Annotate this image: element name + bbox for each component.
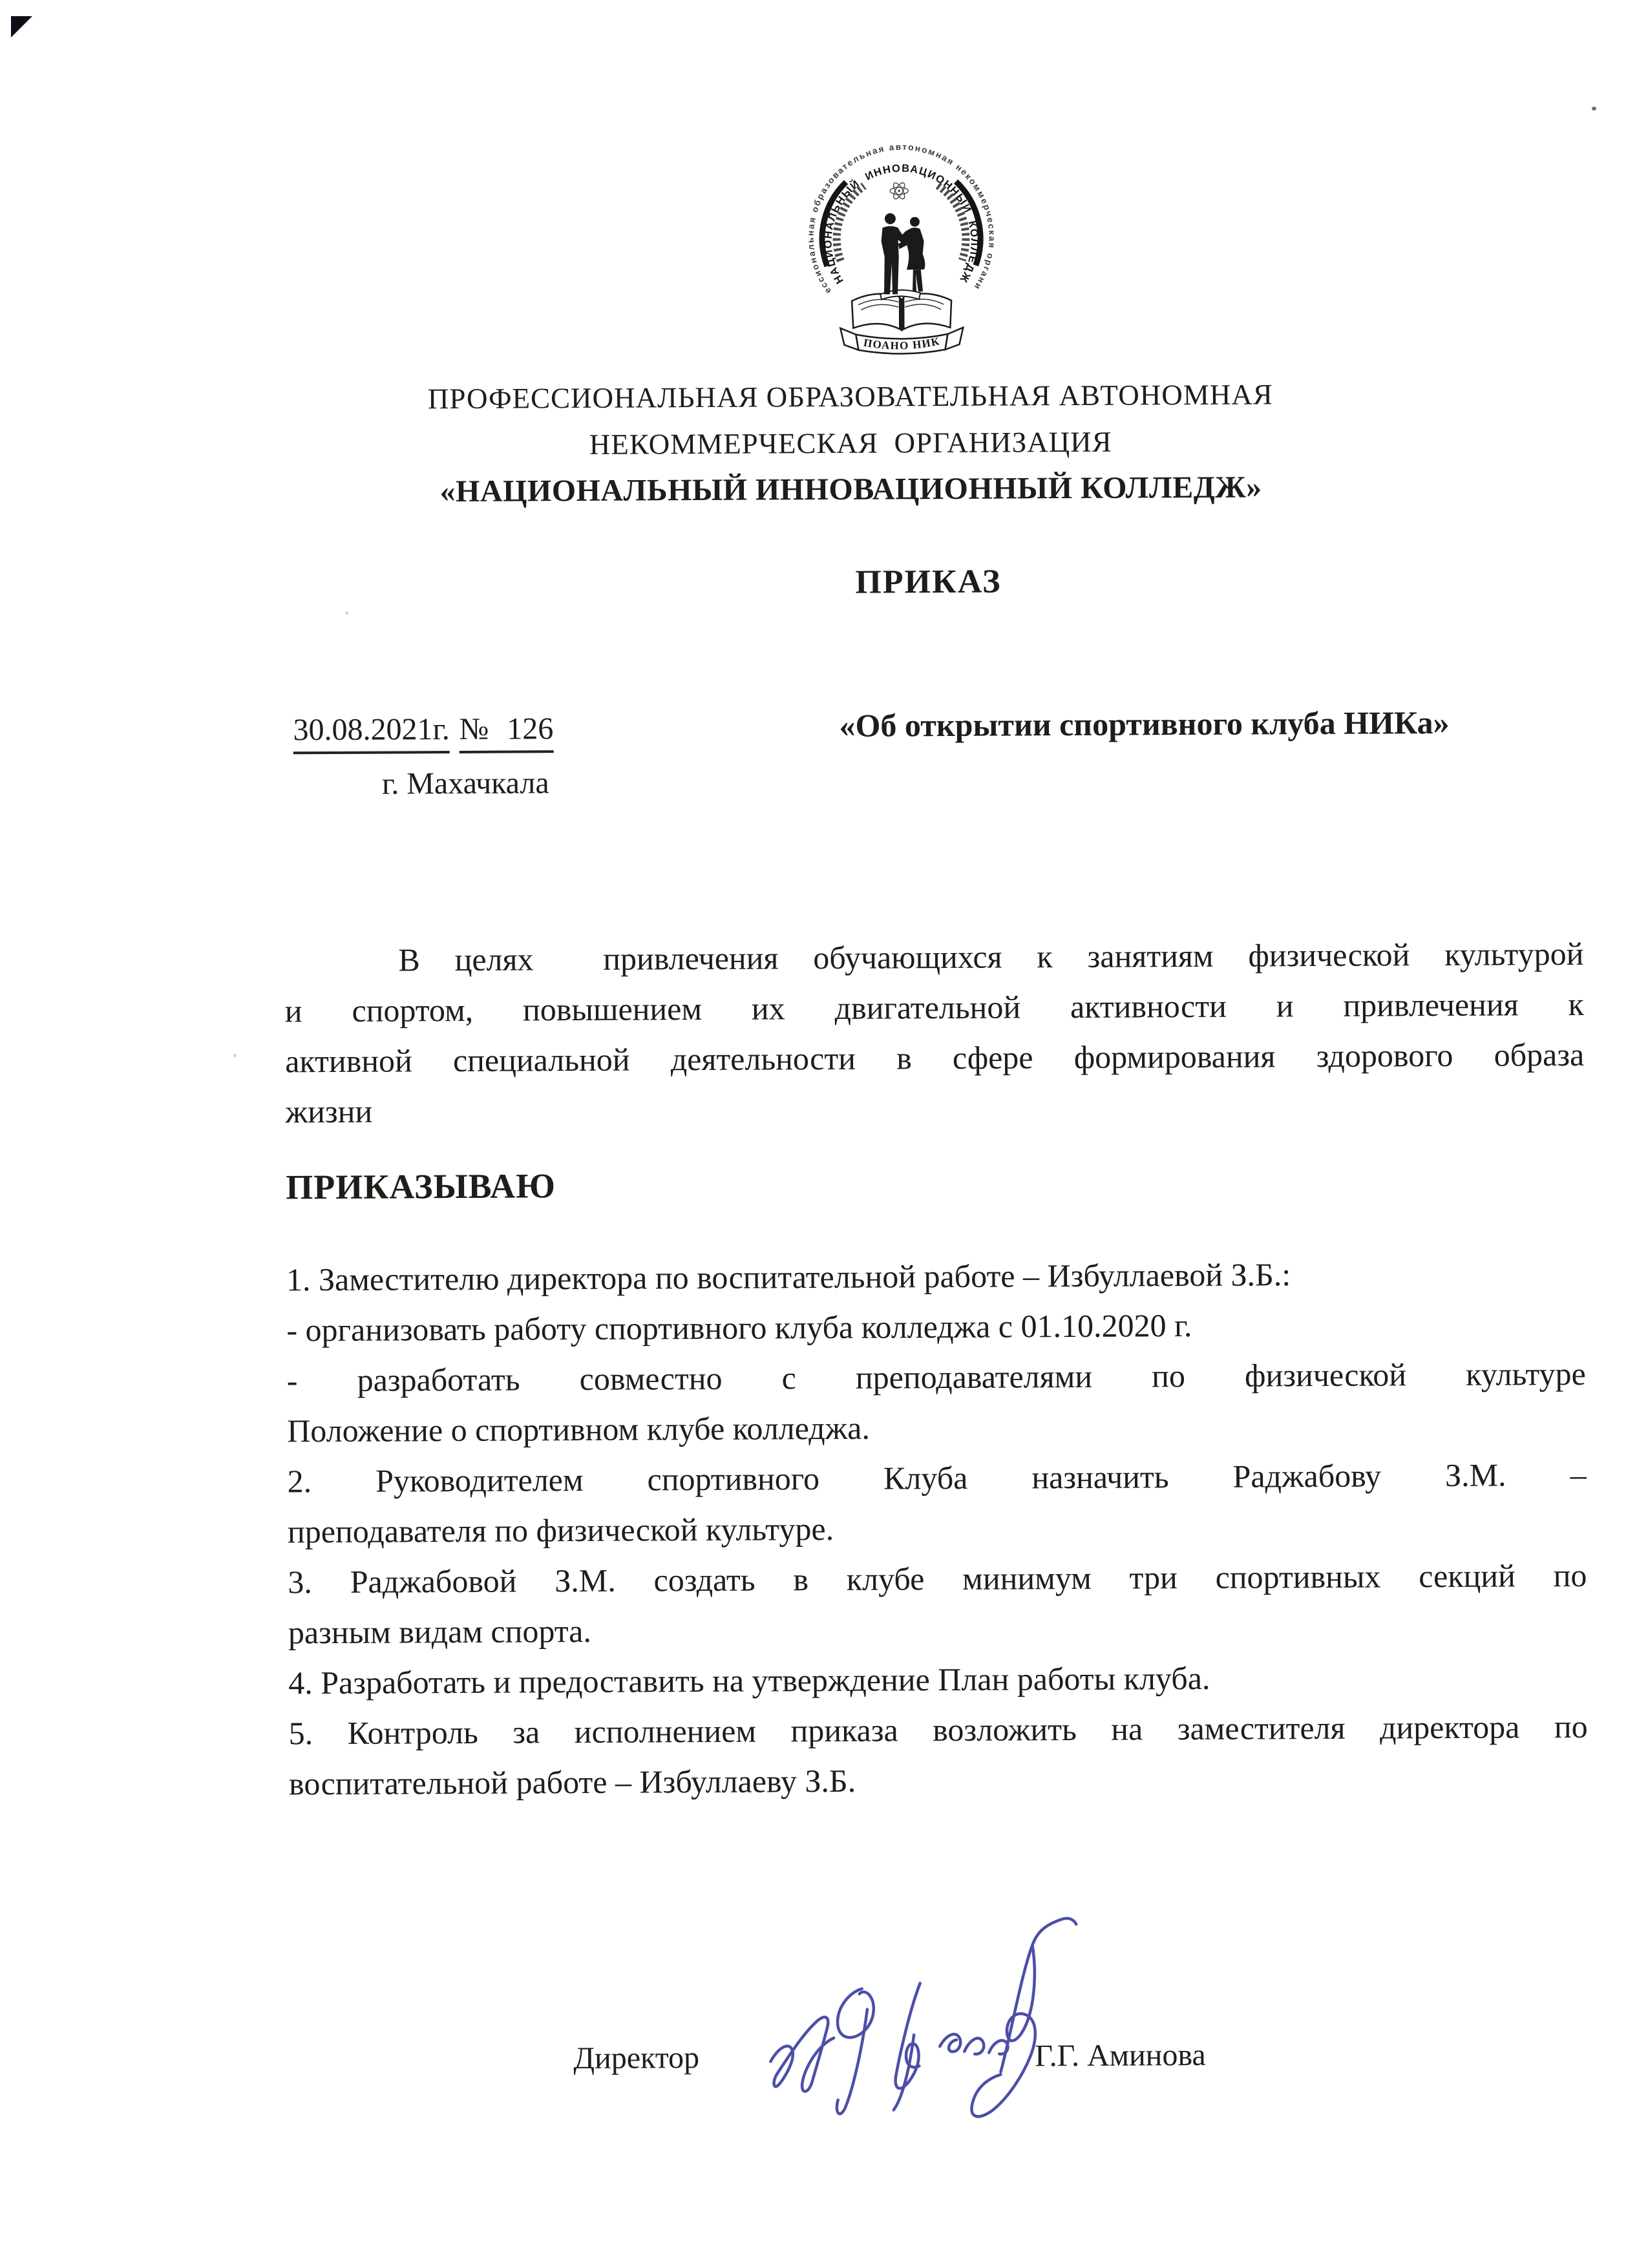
two-figures-silhouette [881,213,925,295]
preamble-line: и спортом, повышением их двигательной активности и привлечения к [284,985,1584,1029]
org-name-line2: НЕКОММЕРЧЕСКАЯ ОРГАНИЗАЦИЯ [589,425,1112,461]
order-item-line: разным видам спорта. [288,1612,592,1651]
order-item-line: 1. Заместителю директора по воспитательной работе – Избуллаевой З.Б.: [286,1256,1291,1298]
preamble-line: жизни [285,1093,373,1130]
document-type-title: ПРИКАЗ [855,563,1002,601]
svg-text:ПОАНО НИК: ПОАНО НИК [862,335,942,352]
order-item-line: - разработать совместно с преподавателями по физической культуре [286,1355,1586,1399]
org-name-line3: «НАЦИОНАЛЬНЫЙ ИННОВАЦИОННЫЙ КОЛЛЕДЖ» [439,470,1262,509]
order-city: г. Махачкала [381,766,549,801]
emblem-outer-ring-text: профессиональная образовательная автономная некоммерческая организация [796,134,997,296]
order-item-line: 4. Разработать и предоставить на утверждение План работы клуба. [288,1659,1210,1701]
order-number: № 126 [459,711,553,747]
org-header [56,369,1646,517]
order-item-line: - организовать работу спортивного клуба колледжа с 01.10.2020 г. [286,1307,1192,1349]
order-subject: «Об открытии спортивного клуба НИКа» [839,704,1450,744]
resolution-word: ПРИКАЗЫВАЮ [286,1166,556,1207]
order-item-line: Положение о спортивном клубе колледжа. [287,1409,871,1449]
signature-ink [726,1905,1089,2159]
open-book-icon [852,289,951,331]
signature-name-label: Г.Г. Аминова [1035,2037,1206,2074]
college-emblem [796,134,1002,359]
atom-icon [890,181,908,200]
order-item-line: 5. Контроль за исполнением приказа возложить на заместителя директора по [288,1708,1588,1752]
org-name-line1: ПРОФЕССИОНАЛЬНАЯ ОБРАЗОВАТЕЛЬНАЯ АВТОНОМНАЯ [427,378,1273,415]
order-item-line: 3. Раджабовой З.М. создать в клубе минимум три спортивных секций по [288,1557,1587,1601]
preamble-line: активной специальной деятельности в сфере формирования здорового образа [285,1036,1585,1080]
preamble-paragraph [284,929,1585,1137]
preamble-line: В целях привлечения обучающихся к занятиям физической культурой [398,935,1584,978]
order-item-line: 2. Руководителем спортивного Клуба назначить Раджабову З.М. – [287,1456,1587,1500]
signature-role-label: Директор [573,2041,700,2076]
order-item-line: преподавателя по физической культуре. [287,1510,834,1550]
order-item-line: воспитательной работе – Избуллаеву З.Б. [288,1762,856,1802]
order-items [286,1248,1588,1809]
order-date: 30.08.2021г. [293,711,450,748]
emblem-inner-ring-text: НАЦИОНАЛЬНЫЙ ИННОВАЦИОННЫЙ КОЛЛЕДЖ [822,162,980,286]
